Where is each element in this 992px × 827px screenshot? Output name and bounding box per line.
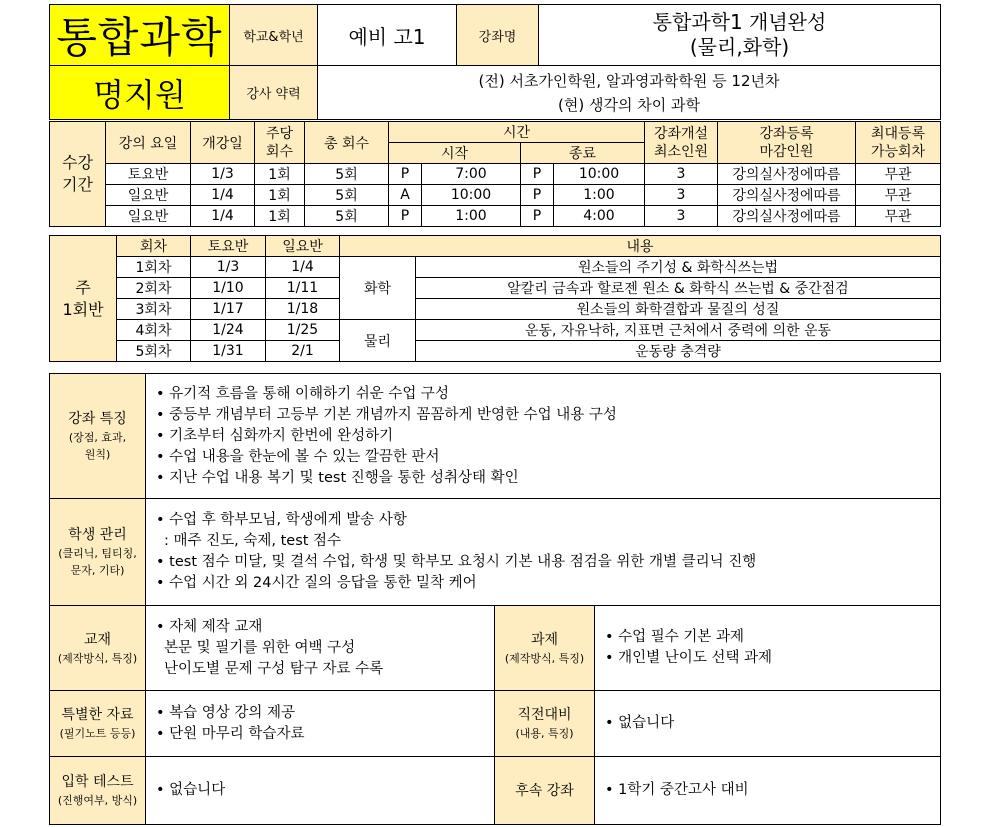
management-item: • 수업 시간 외 24시간 질의 응답을 통한 밀착 케어 bbox=[156, 573, 940, 594]
course-name-line2: (물리,화학) bbox=[689, 35, 790, 59]
row-session: 2회차 bbox=[117, 278, 191, 299]
prep-content bbox=[595, 691, 941, 757]
schedule-row bbox=[50, 164, 941, 185]
row-start: 1/3 bbox=[191, 164, 255, 185]
entry-test-item: • 없습니다 bbox=[156, 780, 494, 801]
col-total: 총 회수 bbox=[305, 122, 389, 164]
homework-content bbox=[595, 606, 941, 691]
subject-title: 통합과학 bbox=[50, 5, 230, 66]
col-time-end: 종료 bbox=[521, 143, 645, 164]
col-max bbox=[856, 122, 941, 164]
special-item: • 복습 영상 강의 제공 bbox=[156, 703, 494, 724]
features-label-cell bbox=[50, 374, 146, 499]
row-weekly: 1회 bbox=[255, 185, 305, 206]
row-start-time: 10:00 bbox=[422, 185, 521, 206]
course-name-line1: 통합과학1 개념완성 bbox=[652, 10, 827, 34]
row-start-period: A bbox=[389, 185, 422, 206]
row-sat: 1/10 bbox=[191, 278, 266, 299]
features-label: 강좌 특징 bbox=[68, 411, 127, 427]
row-start: 1/4 bbox=[191, 206, 255, 227]
schedule-label-1: 수강 bbox=[62, 153, 93, 172]
grade-value: 예비 고1 bbox=[318, 5, 457, 66]
weekly-section-label bbox=[50, 236, 117, 362]
row-min: 3 bbox=[645, 185, 718, 206]
career-line1: (전) 서초가인학원, 알과영과학학원 등 12년차 bbox=[478, 71, 780, 90]
entry-test-sub: (진행여부, 방식) bbox=[57, 794, 138, 807]
col-session: 회차 bbox=[117, 236, 191, 257]
group-physics: 물리 bbox=[340, 320, 416, 362]
entry-test-label-cell bbox=[50, 757, 146, 825]
row-content: 알칼리 금속과 할로젠 원소 & 화학식 쓰는법 & 중간점검 bbox=[416, 278, 941, 299]
col-deadline-2: 마감인원 bbox=[759, 143, 814, 160]
col-time: 시간 bbox=[389, 122, 645, 143]
schedule-section-label bbox=[50, 122, 106, 227]
row-max: 무관 bbox=[856, 206, 941, 227]
teacher-name: 명지원 bbox=[50, 66, 230, 120]
row-content: 원소들의 주기성 & 화학식쓰는법 bbox=[416, 257, 941, 278]
row-content: 원소들의 화학결합과 물질의 성질 bbox=[416, 299, 941, 320]
col-min bbox=[645, 122, 718, 164]
followup-label-cell bbox=[495, 757, 595, 825]
management-item: • test 점수 미달, 및 결석 수업, 학생 및 학부모 요청시 기본 내용 점검을 위한 개별 클리닉 진행 bbox=[156, 552, 940, 573]
textbook-item: • 자체 제작 교재 bbox=[156, 617, 494, 638]
special-item: • 단원 마무리 학습자료 bbox=[156, 724, 494, 745]
header-table bbox=[49, 4, 941, 120]
textbook-item: 본문 및 필기를 위한 여백 구성 bbox=[164, 639, 356, 656]
row-end-period: P bbox=[521, 185, 554, 206]
feature-item: • 수업 내용을 한눈에 볼 수 있는 깔끔한 판서 bbox=[156, 447, 940, 468]
row-end-period: P bbox=[521, 206, 554, 227]
homework-item: • 수업 필수 기본 과제 bbox=[605, 627, 940, 648]
col-weekly-1: 주당 bbox=[265, 125, 294, 142]
feature-item: • 유기적 흐름을 통해 이해하기 쉬운 수업 구성 bbox=[156, 384, 940, 405]
textbook-label: 교재 bbox=[83, 631, 112, 648]
homework-label-cell bbox=[495, 606, 595, 691]
row-deadline: 강의실사정에따름 bbox=[718, 164, 856, 185]
schedule-row bbox=[50, 185, 941, 206]
special-label-cell bbox=[50, 691, 146, 757]
col-deadline-1: 강좌등록 bbox=[759, 125, 814, 142]
career-line2: (현) 생각의 차이 과학 bbox=[558, 95, 700, 114]
features-sub-1: (장점, 효과, bbox=[68, 431, 127, 444]
row-weekly: 1회 bbox=[255, 206, 305, 227]
special-sub: (필기노트 등등) bbox=[59, 727, 136, 740]
row-start: 1/4 bbox=[191, 185, 255, 206]
col-content: 내용 bbox=[340, 236, 941, 257]
schedule-row bbox=[50, 206, 941, 227]
row-end-period: P bbox=[521, 164, 554, 185]
homework-sub: (제작방식, 특징) bbox=[504, 651, 585, 665]
textbook-sub: (제작방식, 특징) bbox=[57, 651, 138, 665]
weekly-row bbox=[50, 299, 941, 320]
row-day: 일요반 bbox=[106, 185, 191, 206]
details-table bbox=[49, 373, 941, 825]
weekly-row bbox=[50, 278, 941, 299]
row-sat: 1/24 bbox=[191, 320, 266, 341]
row-day: 일요반 bbox=[106, 206, 191, 227]
col-max-1: 최대등록 bbox=[870, 125, 926, 142]
features-sub-2: 원칙) bbox=[84, 448, 111, 461]
row-end-time: 10:00 bbox=[554, 164, 645, 185]
weekly-table bbox=[49, 235, 941, 362]
col-start-date: 개강일 bbox=[191, 122, 255, 164]
followup-content bbox=[595, 757, 941, 825]
group-chemistry: 화학 bbox=[340, 257, 416, 320]
row-total: 5회 bbox=[305, 206, 389, 227]
col-sun: 일요반 bbox=[266, 236, 340, 257]
special-content bbox=[146, 691, 495, 757]
row-content: 운동, 자유낙하, 지표면 근처에서 중력에 의한 운동 bbox=[416, 320, 941, 341]
row-sat: 1/3 bbox=[191, 257, 266, 278]
weekly-row bbox=[50, 257, 941, 278]
textbook-content bbox=[146, 606, 495, 691]
col-deadline bbox=[718, 122, 856, 164]
special-label: 특별한 자료 bbox=[61, 707, 134, 723]
row-sun: 2/1 bbox=[266, 341, 340, 362]
feature-item: • 중등부 개념부터 고등부 기본 개념까지 꼼꼼하게 반영한 수업 내용 구성 bbox=[156, 405, 940, 426]
col-weekly-2: 회수 bbox=[265, 143, 294, 160]
col-min-1: 강좌개설 bbox=[653, 125, 709, 142]
homework-item: • 개인별 난이도 선택 과제 bbox=[605, 648, 940, 669]
schedule-table bbox=[49, 121, 941, 227]
prep-item: • 없습니다 bbox=[605, 713, 940, 734]
row-sun: 1/18 bbox=[266, 299, 340, 320]
row-end-time: 1:00 bbox=[554, 185, 645, 206]
management-content bbox=[146, 499, 941, 606]
row-sat: 1/31 bbox=[191, 341, 266, 362]
row-sun: 1/4 bbox=[266, 257, 340, 278]
followup-label: 후속 강좌 bbox=[515, 782, 574, 799]
row-max: 무관 bbox=[856, 185, 941, 206]
row-start-period: P bbox=[389, 206, 422, 227]
row-deadline: 강의실사정에따름 bbox=[718, 185, 856, 206]
management-sub-1: (클리닉, 팀티칭, bbox=[58, 547, 137, 560]
grade-label: 학교&학년 bbox=[230, 5, 318, 66]
row-session: 1회차 bbox=[117, 257, 191, 278]
prep-label-cell bbox=[495, 691, 595, 757]
row-min: 3 bbox=[645, 164, 718, 185]
weekly-row bbox=[50, 320, 941, 341]
textbook-item: 난이도별 문제 구성 탐구 자료 수록 bbox=[164, 660, 384, 677]
col-day: 강의 요일 bbox=[106, 122, 191, 164]
row-sun: 1/25 bbox=[266, 320, 340, 341]
row-sat: 1/17 bbox=[191, 299, 266, 320]
row-day: 토요반 bbox=[106, 164, 191, 185]
career-label: 강사 약력 bbox=[230, 66, 318, 120]
textbook-label-cell bbox=[50, 606, 146, 691]
row-start-time: 7:00 bbox=[422, 164, 521, 185]
management-sub-2: 문자, 기타) bbox=[70, 564, 125, 577]
col-time-start: 시작 bbox=[389, 143, 521, 164]
row-min: 3 bbox=[645, 206, 718, 227]
row-start-period: P bbox=[389, 164, 422, 185]
homework-label: 과제 bbox=[530, 631, 559, 648]
row-sun: 1/11 bbox=[266, 278, 340, 299]
management-item: • 수업 후 학부모님, 학생에게 발송 사항 bbox=[156, 510, 940, 531]
row-max: 무관 bbox=[856, 164, 941, 185]
entry-test-label: 입학 테스트 bbox=[61, 774, 134, 790]
col-sat: 토요반 bbox=[191, 236, 266, 257]
prep-sub: (내용, 특징) bbox=[515, 727, 574, 740]
management-label-cell bbox=[50, 499, 146, 606]
row-session: 5회차 bbox=[117, 341, 191, 362]
management-item-detail: : 매주 진도, 숙제, test 점수 bbox=[164, 533, 342, 549]
row-deadline: 강의실사정에따름 bbox=[718, 206, 856, 227]
weekly-label-2: 1회반 bbox=[62, 299, 104, 319]
entry-test-content bbox=[146, 757, 495, 825]
col-max-2: 가능회차 bbox=[870, 143, 926, 160]
followup-item: • 1학기 중간고사 대비 bbox=[605, 780, 940, 801]
feature-item: • 지난 수업 내용 복기 및 test 진행을 통한 성취상태 확인 bbox=[156, 468, 940, 489]
features-content bbox=[146, 374, 941, 499]
row-content: 운동량 충격량 bbox=[416, 341, 941, 362]
row-total: 5회 bbox=[305, 185, 389, 206]
row-session: 3회차 bbox=[117, 299, 191, 320]
row-start-time: 1:00 bbox=[422, 206, 521, 227]
row-session: 4회차 bbox=[117, 320, 191, 341]
row-total: 5회 bbox=[305, 164, 389, 185]
col-min-2: 최소인원 bbox=[653, 143, 709, 160]
row-weekly: 1회 bbox=[255, 164, 305, 185]
management-label: 학생 관리 bbox=[68, 527, 127, 543]
course-name bbox=[539, 5, 941, 66]
col-weekly bbox=[255, 122, 305, 164]
row-end-time: 4:00 bbox=[554, 206, 645, 227]
career-info bbox=[318, 66, 941, 120]
course-label: 강좌명 bbox=[457, 5, 539, 66]
schedule-label-2: 기간 bbox=[62, 175, 93, 194]
weekly-label-1: 주 bbox=[75, 277, 91, 297]
weekly-row bbox=[50, 341, 941, 362]
prep-label: 직전대비 bbox=[517, 707, 572, 723]
feature-item: • 기초부터 심화까지 한번에 완성하기 bbox=[156, 426, 940, 447]
